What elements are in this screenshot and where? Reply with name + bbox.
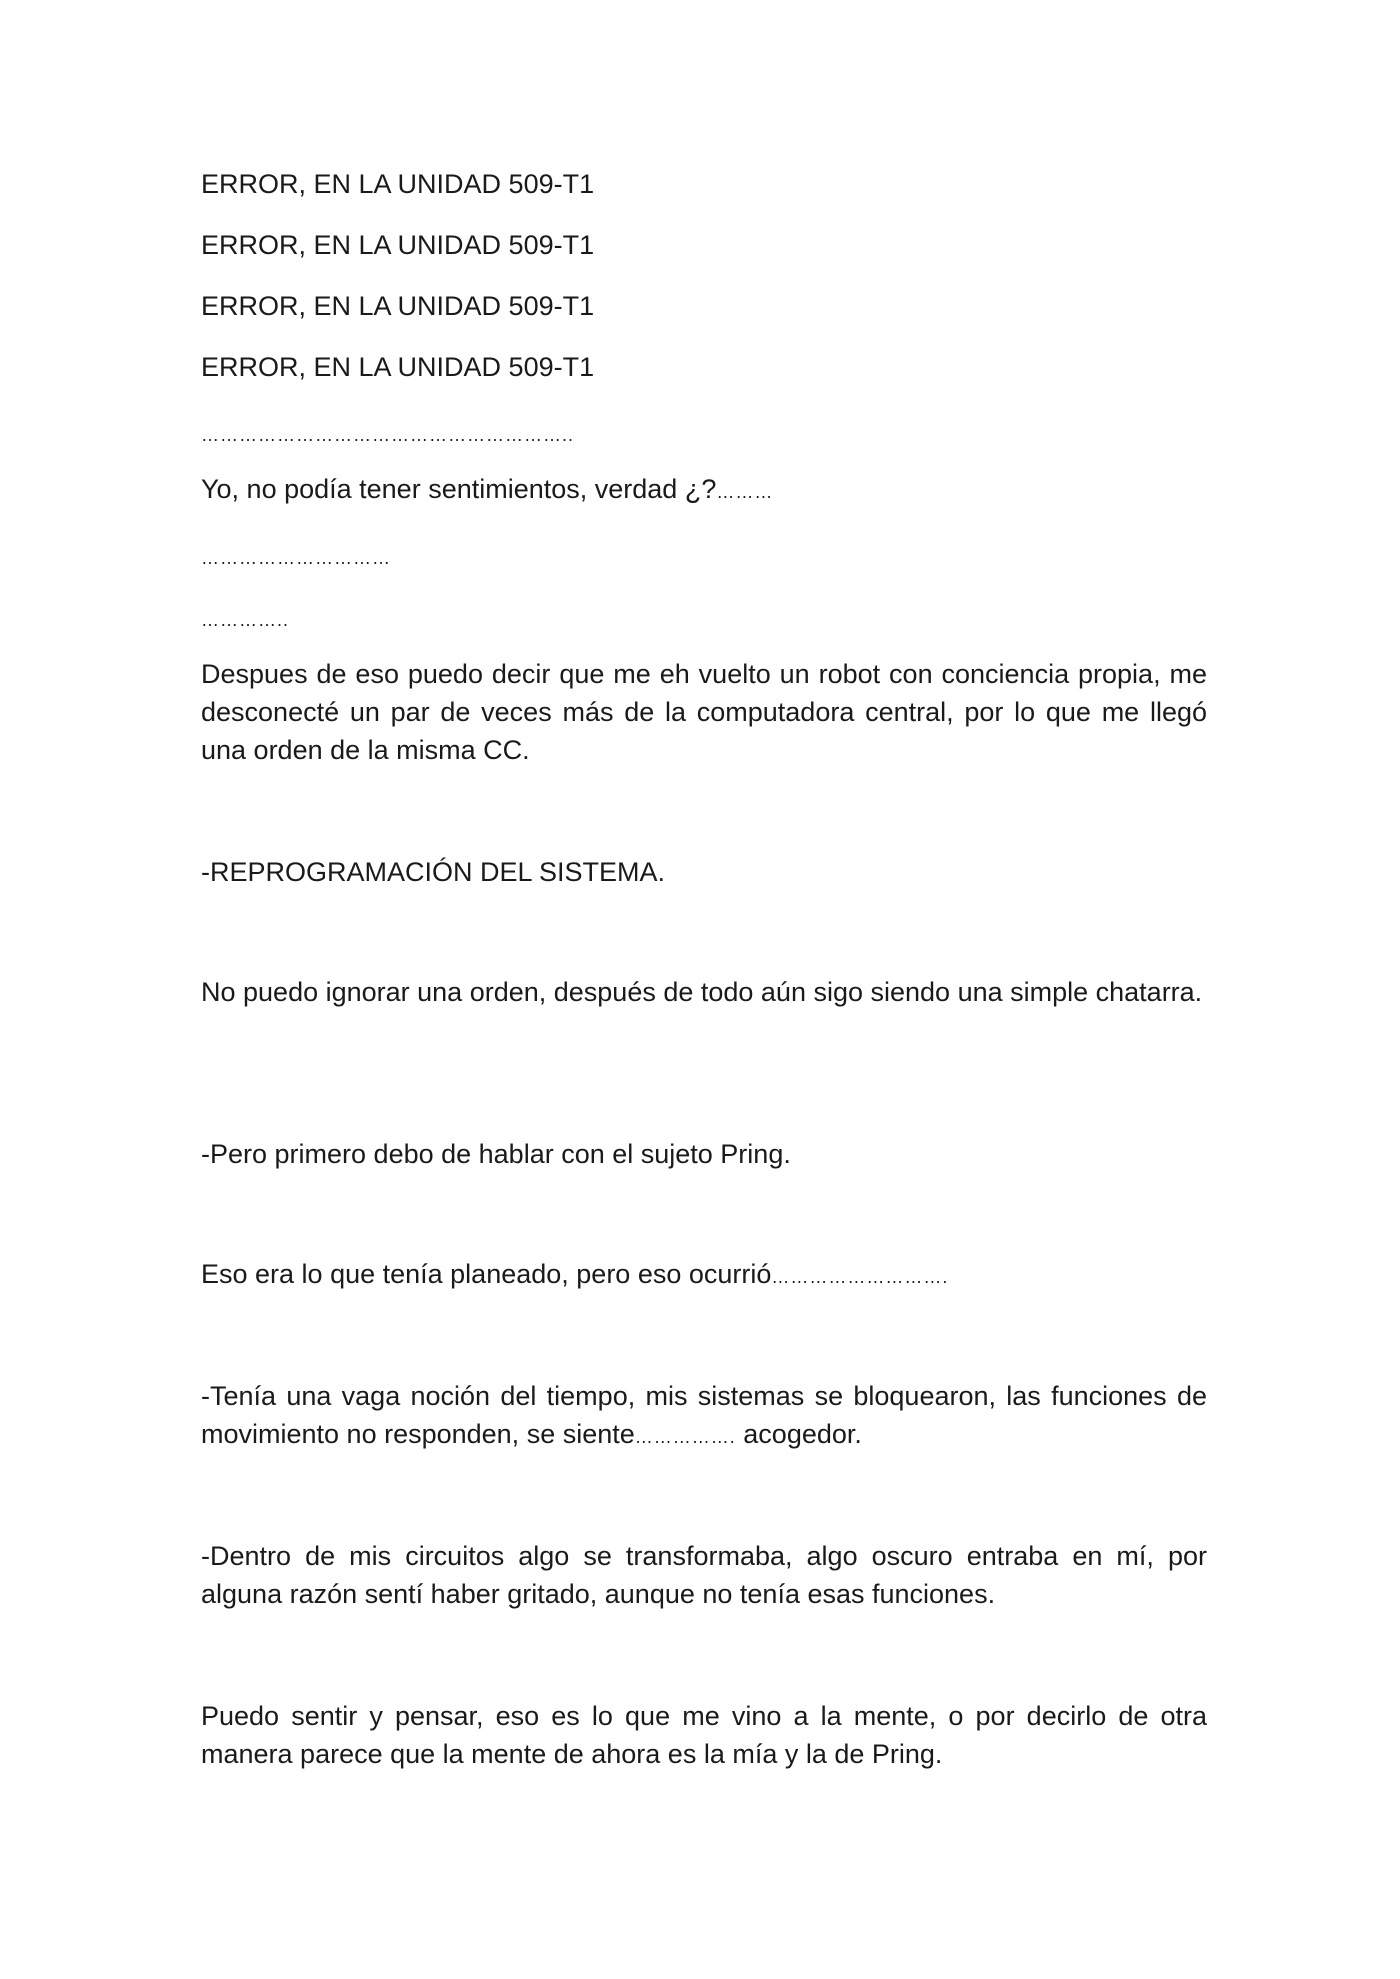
paragraph-3: No puedo ignorar una orden, después de todo aún sigo siendo una simple chatarra. [201,977,1203,1007]
error-line-1: ERROR, EN LA UNIDAD 509-T1 [201,169,595,199]
paragraph-8: Puedo sentir y pensar, eso es lo que me vino a la mente, o por decirlo de otra manera parece que la mente de ahora es la mía y la de Pring. [201,1701,1207,1769]
paragraph-6 [201,1377,1207,1456]
question-dots: ……… [716,482,774,502]
question-line [201,470,773,511]
error-line-2: ERROR, EN LA UNIDAD 509-T1 [201,230,595,260]
paragraph-6-text: -Tenía una vaga noción del tiempo, mis sistemas se bloquearon, las funciones de movimiento no responden, se siente [201,1381,1207,1449]
ellipsis-line-2: ………………………… [201,548,391,568]
ellipsis-line-1: ………………………………………………….. [201,425,575,445]
paragraph-2: -REPROGRAMACIÓN DEL SISTEMA. [201,857,666,887]
question-text: Yo, no podía tener sentimientos, verdad ¿? [201,474,717,504]
ellipsis-line-3: ………….. [201,610,290,630]
error-line-4: ERROR, EN LA UNIDAD 509-T1 [201,352,595,382]
paragraph-5-dots: ………………………. [771,1267,949,1287]
paragraph-6-end: acogedor. [735,1419,862,1449]
error-line-3: ERROR, EN LA UNIDAD 509-T1 [201,291,595,321]
paragraph-5 [201,1255,948,1296]
paragraph-6-dots: ……………. [634,1427,736,1447]
paragraph-1: Despues de eso puedo decir que me eh vuelto un robot con conciencia propia, me desconecté un par de veces más de la computadora central, por lo que me llegó una orden de la misma CC. [201,659,1207,765]
paragraph-7: -Dentro de mis circuitos algo se transformaba, algo oscuro entraba en mí, por alguna razón sentí haber gritado, aunque no tenía esas funciones. [201,1541,1207,1609]
paragraph-5-text: Eso era lo que tenía planeado, pero eso ocurrió [201,1259,772,1289]
paragraph-4: -Pero primero debo de hablar con el sujeto Pring. [201,1139,791,1169]
